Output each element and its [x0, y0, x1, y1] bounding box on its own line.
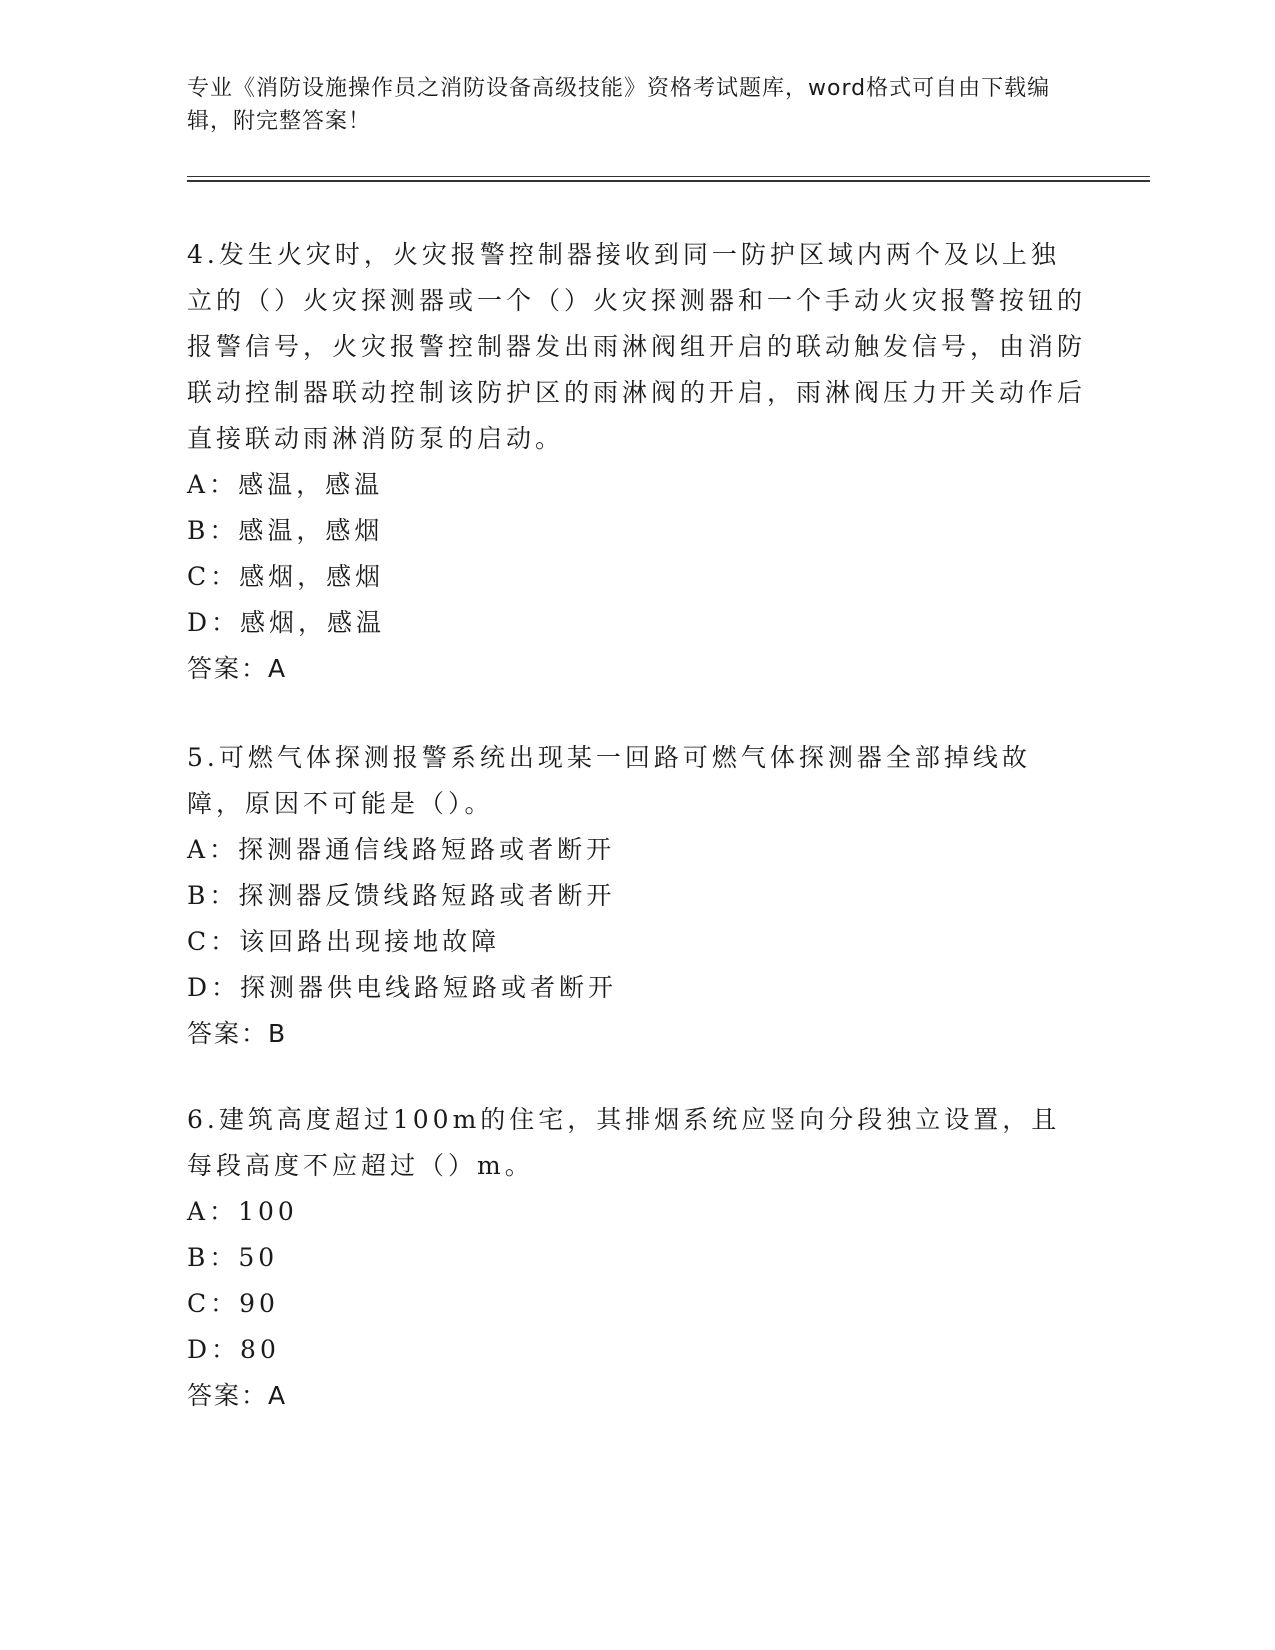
answer-line: 答案：B [187, 1019, 288, 1048]
document-header: 专业《消防设施操作员之消防设备高级技能》资格考试题库，word格式可自由下载编辑，附完整答案！ [187, 76, 1051, 134]
option-c [187, 554, 1087, 600]
header-divider-thin [187, 176, 1150, 177]
option-a [187, 1189, 1087, 1235]
option-text: 探测器通信线路短路或者断开 [238, 835, 616, 864]
option-key: B： [187, 1243, 239, 1272]
option-text: 探测器反馈线路短路或者断开 [238, 881, 616, 910]
option-c [187, 1281, 1087, 1327]
question-text: 5.可燃气体探测报警系统出现某一回路可燃气体探测器全部掉线故障，原因不可能是（）。 [187, 743, 1031, 818]
option-a [187, 462, 1087, 508]
option-text: 感温，感温 [238, 470, 384, 499]
option-d [187, 1327, 1087, 1373]
option-key: A： [187, 470, 239, 499]
option-key: C： [187, 1289, 240, 1318]
option-key: A： [187, 835, 239, 864]
option-b [187, 873, 1087, 919]
option-key: D： [187, 608, 241, 637]
option-text: 该回路出现接地故障 [239, 927, 501, 956]
option-text: 感温，感烟 [238, 516, 384, 545]
question-4 [187, 232, 1087, 692]
option-key: C： [187, 927, 240, 956]
option-key: B： [187, 516, 239, 545]
question-6 [187, 1097, 1087, 1419]
option-text: 100 [238, 1197, 298, 1226]
option-text: 探测器供电线路短路或者断开 [240, 973, 618, 1002]
option-key: C： [187, 562, 240, 591]
option-c [187, 919, 1087, 965]
header-divider-thick [187, 180, 1150, 182]
answer-line: 答案：A [187, 1381, 288, 1410]
option-b [187, 1235, 1087, 1281]
option-text: 感烟，感温 [240, 608, 386, 637]
option-text: 50 [238, 1243, 279, 1272]
option-key: A： [187, 1197, 239, 1226]
option-a [187, 827, 1087, 873]
option-text: 90 [239, 1289, 279, 1318]
option-d [187, 600, 1087, 646]
question-text: 6.建筑高度超过100m的住宅，其排烟系统应竖向分段独立设置，且每段高度不应超过（）m。 [187, 1105, 1061, 1180]
option-key: D： [187, 973, 241, 1002]
option-text: 80 [240, 1335, 280, 1364]
option-key: B： [187, 881, 239, 910]
option-text: 感烟，感烟 [239, 562, 385, 591]
question-text: 4.发生火灾时，火灾报警控制器接收到同一防护区域内两个及以上独立的（）火灾探测器或一个（）火灾探测器和一个手动火灾报警按钮的报警信号，火灾报警控制器发出雨淋阀组开启的联动触发信号，由消防联动控制器联动控制该防护区的雨淋阀的开启，雨淋阀压力开关动作后直接联动雨淋消防泵的启动。 [187, 240, 1087, 453]
question-5 [187, 735, 1087, 1057]
answer-line: 答案：A [187, 654, 288, 683]
option-key: D： [187, 1335, 241, 1364]
option-d [187, 965, 1087, 1011]
option-b [187, 508, 1087, 554]
